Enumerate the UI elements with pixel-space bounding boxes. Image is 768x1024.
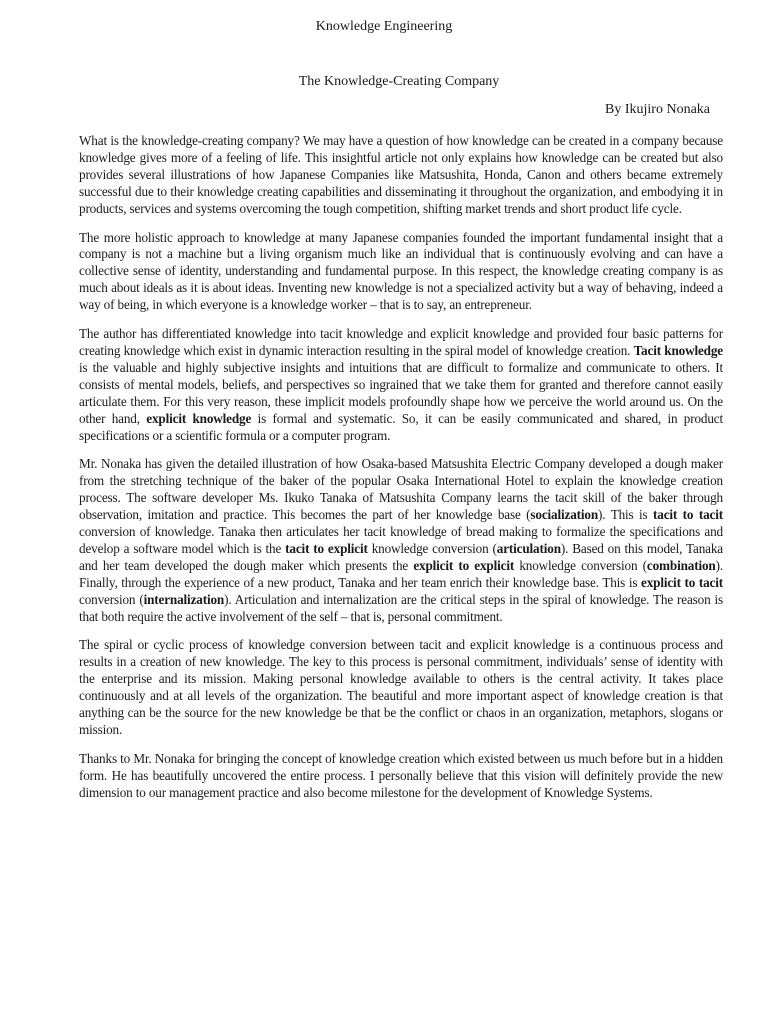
bold-term: socialization — [530, 507, 599, 523]
bold-term: Tacit knowledge — [633, 342, 723, 358]
text-run: What is the knowledge-creating company? We may have a question of how knowledge can be created in a company because knowledge gives more of a feeling of life. This insightful article not only explains how knowledge can be created but also provides several illustrations of how Japanese Companies like Matsushita, Honda, Canon and others became extremely successful due to their knowledge creating capabilities and disseminating it throughout the organization, and embodying it in products, services and systems overcoming the tough competition, shifting market trends and short product life cycle. — [79, 133, 723, 216]
text-run: Mr. Nonaka has given the detailed illustration of how Osaka-based Matsushita Electric Company developed a dough maker from the stretching technique of the baker of the popular Osaka International Hotel to explain the knowledge creation process. The software developer Ms. Ikuko Tanaka of Matsushita Company learns the tacit skill of the baker through observation, imitation and practice. This becomes the part of her knowledge base ( — [79, 456, 723, 523]
text-run: The author has differentiated knowledge into tacit knowledge and explicit knowledge and provided four basic patterns for creating knowledge which exist in dynamic interaction resulting in the spiral model of knowledge creation. — [79, 326, 723, 358]
text-run: Thanks to Mr. Nonaka for bringing the concept of knowledge creation which existed between us much before but in a hidden form. He has beautifully uncovered the entire process. I personally believe that this vision will definitely provide the new dimension to our management practice and also become milestone for the development of Knowledge Systems. — [79, 750, 723, 800]
paragraph — [79, 456, 723, 625]
text-run: The spiral or cyclic process of knowledge conversion between tacit and explicit knowledge is a continuous process and results in a creation of new knowledge. The key to this process is personal commitment, individuals’ sense of identity with the enterprise and its mission. Making personal knowledge available to others is the central activity. It takes place continuously and at all levels of the organization. The beautiful and more important aspect of knowledge creation is that anything can be the source for the new knowledge be that be the conflict or chaos in an organization, metaphors, slogans or mission. — [79, 637, 723, 737]
author-byline: By Ikujiro Nonaka — [605, 102, 710, 117]
paragraph — [79, 751, 723, 802]
bold-term: combination — [646, 557, 716, 573]
paragraph — [79, 326, 723, 444]
text-run: The more holistic approach to knowledge at many Japanese companies founded the important fundamental insight that a company is not a machine but a living organism much like an individual that is continuously evolving and can have a collective sense of identity, understanding and fundamental purpose. In this respect, the knowledge creating company is as much about ideals as it is about ideas. Inventing new knowledge is not a specialized activity but a way of behaving, indeed a way of being, in which everyone is a knowledge worker – that is to say, an entrepreneur. — [79, 229, 723, 313]
bold-term: internalization — [143, 591, 225, 607]
paragraph — [79, 230, 723, 315]
paragraph — [79, 637, 723, 738]
running-header: Knowledge Engineering — [315, 19, 453, 34]
bold-term: explicit to tacit — [641, 574, 723, 590]
text-run: conversion of knowledge. Tanaka then articulates her tacit knowledge of bread making to formalize the specifications and develop a software model which is the — [79, 524, 723, 556]
text-run: ). Articulation and internalization are the critical steps in the spiral of knowledge. The reason is that both require the active involvement of the self – that is, personal commitment. — [79, 591, 723, 624]
text-run: ). Finally, through the experience of a new product, Tanaka and her team enrich their knowledge base. This is — [79, 557, 723, 590]
text-run: conversion ( — [79, 591, 144, 607]
bold-term: articulation — [496, 540, 561, 556]
bold-term: tacit to tacit — [653, 507, 723, 523]
bold-term: explicit knowledge — [146, 410, 252, 426]
document-body — [79, 133, 723, 814]
text-run: is the valuable and highly subjective insights and intuitions that are difficult to formalize and communicate to others. It consists of mental models, beliefs, and perspectives so ingrained that we take them for granted and therefore cannot easily articulate them. For this very reason, these implicit models profoundly shape how we perceive the world around us. On the other hand, — [79, 359, 723, 426]
text-run: knowledge conversion ( — [367, 540, 497, 556]
bold-term: tacit to explicit — [285, 540, 368, 556]
paragraph — [79, 133, 723, 218]
document-title: The Knowledge-Creating Company — [298, 74, 500, 89]
text-run: ). Based on this model, Tanaka and her team developed the dough maker which presents the — [79, 540, 723, 573]
bold-term: explicit to explicit — [413, 557, 515, 573]
text-run: is formal and systematic. So, it can be easily communicated and shared, in product specifications or a scientific formula or a computer program. — [79, 410, 724, 443]
text-run: ). This is — [598, 507, 654, 523]
text-run: knowledge conversion ( — [514, 557, 647, 573]
